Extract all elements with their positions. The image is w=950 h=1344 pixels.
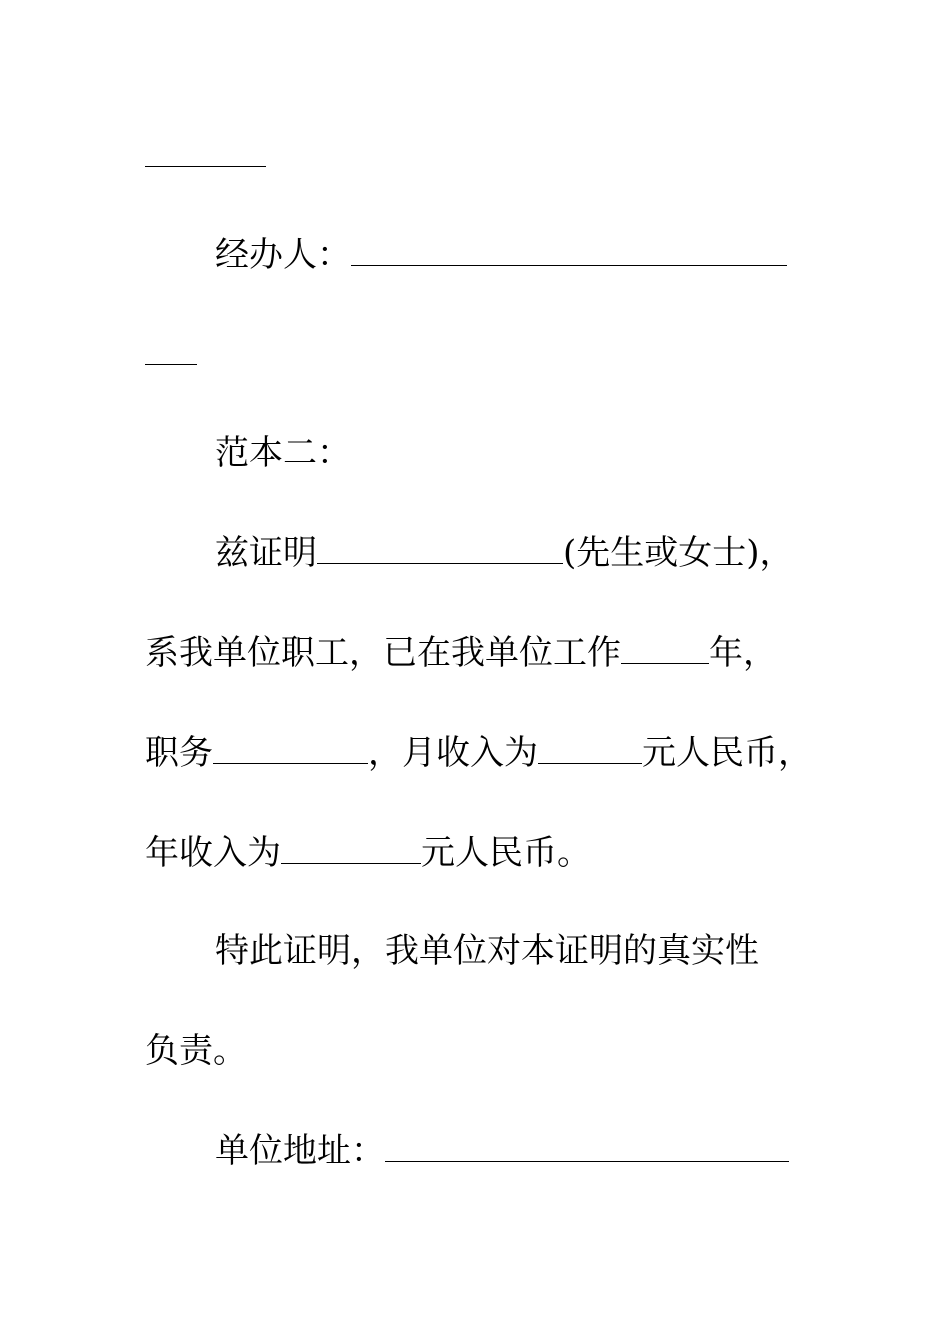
cert-intro-text: 兹证明 xyxy=(215,533,317,573)
cert-title-text: (先生或女士)， xyxy=(563,533,794,573)
currency-period-text: 元人民币。 xyxy=(421,833,591,873)
section-title-line xyxy=(145,428,895,478)
handler-blank[interactable] xyxy=(351,235,787,266)
address-line xyxy=(145,1126,895,1176)
address-label: 单位地址： xyxy=(215,1131,385,1171)
position-line xyxy=(145,728,825,778)
name-blank[interactable] xyxy=(317,533,563,564)
monthly-income-blank[interactable] xyxy=(538,733,642,764)
statement-text-1: 特此证明，我单位对本证明的真实性 xyxy=(215,931,759,971)
year-unit-text: 年， xyxy=(709,633,777,673)
cert-intro-line xyxy=(145,528,895,578)
underline-continuation-top xyxy=(145,166,266,167)
handler-line xyxy=(145,230,895,280)
address-blank[interactable] xyxy=(385,1131,789,1162)
handler-label: 经办人： xyxy=(215,235,351,275)
underline-continuation-handler xyxy=(145,364,197,365)
annual-income-label: 年收入为 xyxy=(145,833,281,873)
annual-income-blank[interactable] xyxy=(281,833,421,864)
years-blank[interactable] xyxy=(621,633,709,664)
currency-comma-text: 元人民币， xyxy=(642,733,812,773)
employee-line xyxy=(145,628,825,678)
statement-line-2 xyxy=(145,1026,825,1076)
section-title: 范本二： xyxy=(215,433,351,473)
statement-line-1 xyxy=(145,926,895,976)
monthly-income-label: ，月收入为 xyxy=(368,733,538,773)
position-blank[interactable] xyxy=(213,733,368,764)
employee-text: 系我单位职工，已在我单位工作 xyxy=(145,633,621,673)
statement-text-2: 负责。 xyxy=(145,1031,247,1071)
annual-income-line xyxy=(145,828,825,878)
position-label: 职务 xyxy=(145,733,213,773)
